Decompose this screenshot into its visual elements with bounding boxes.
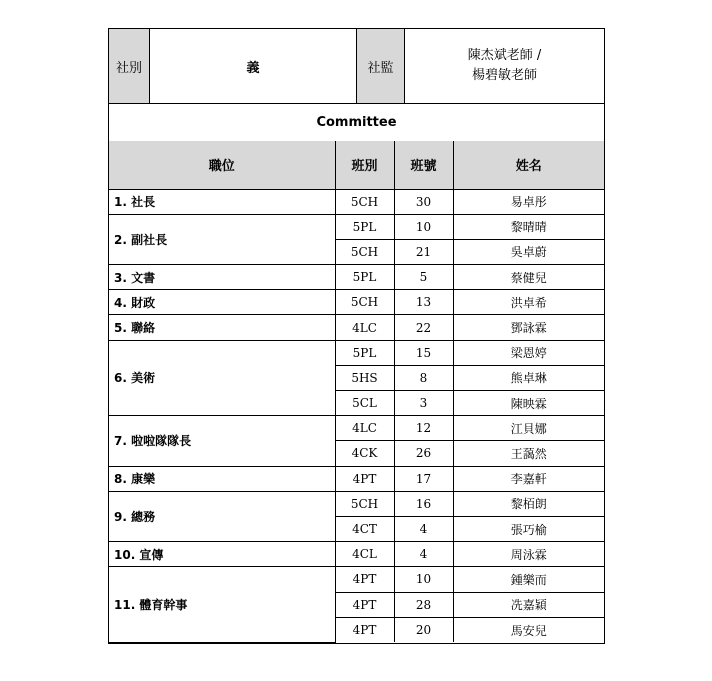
name-cell: 熊卓琳 (453, 365, 604, 390)
name-cell: 吳卓蔚 (453, 239, 604, 264)
committee-title: Committee (108, 103, 605, 142)
col-header-class: 班別 (335, 141, 394, 189)
number-cell: 16 (394, 491, 453, 516)
name-cell: 黎栢朗 (453, 491, 604, 516)
class-cell: 4LC (335, 315, 394, 340)
table-row (109, 214, 604, 239)
role-label: 1. 社長 (109, 189, 335, 214)
name-cell: 馬安兒 (453, 617, 604, 642)
number-cell: 5 (394, 265, 453, 290)
number-cell: 13 (394, 290, 453, 315)
club-type-value: 義 (150, 29, 357, 103)
name-cell: 江貝娜 (453, 416, 604, 441)
role-label: 5. 聯絡 (109, 315, 335, 340)
name-cell: 易卓彤 (453, 189, 604, 214)
class-cell: 5CH (335, 189, 394, 214)
col-header-position: 職位 (109, 141, 335, 189)
name-cell: 王藹然 (453, 441, 604, 466)
advisor-line-1: 陳杰斌老師 / (467, 48, 542, 63)
number-cell: 8 (394, 365, 453, 390)
number-cell: 22 (394, 315, 453, 340)
class-cell: 4PT (335, 617, 394, 642)
name-cell: 陳映霖 (453, 391, 604, 416)
class-cell: 4CT (335, 516, 394, 541)
role-label: 4. 財政 (109, 290, 335, 315)
class-cell: 4PT (335, 466, 394, 491)
number-cell: 15 (394, 340, 453, 365)
class-cell: 4CL (335, 542, 394, 567)
number-cell: 30 (394, 189, 453, 214)
class-cell: 4LC (335, 416, 394, 441)
class-cell: 5PL (335, 340, 394, 365)
role-label: 7. 啦啦隊隊長 (109, 416, 335, 466)
number-cell: 4 (394, 542, 453, 567)
role-label: 8. 康樂 (109, 466, 335, 491)
role-label: 2. 副社長 (109, 214, 335, 264)
club-type-label: 社別 (109, 29, 150, 103)
class-cell: 4CK (335, 441, 394, 466)
class-cell: 5PL (335, 265, 394, 290)
role-label: 3. 文書 (109, 265, 335, 290)
committee-table (108, 141, 605, 644)
table-row (109, 290, 604, 315)
number-cell: 3 (394, 391, 453, 416)
class-cell: 4PT (335, 592, 394, 617)
col-header-name: 姓名 (453, 141, 604, 189)
number-cell: 10 (394, 214, 453, 239)
name-cell: 洪卓希 (453, 290, 604, 315)
class-cell: 5CH (335, 239, 394, 264)
advisor-label: 社監 (357, 29, 405, 103)
number-cell: 20 (394, 617, 453, 642)
role-label: 11. 體育幹事 (109, 567, 335, 643)
col-header-number: 班號 (394, 141, 453, 189)
name-cell: 蔡健兒 (453, 265, 604, 290)
class-cell: 5CH (335, 491, 394, 516)
table-row (109, 466, 604, 491)
number-cell: 26 (394, 441, 453, 466)
number-cell: 21 (394, 239, 453, 264)
class-cell: 5CH (335, 290, 394, 315)
table-row (109, 567, 604, 592)
advisor-line-2: 楊碧敏老師 (471, 68, 537, 83)
name-cell: 李嘉軒 (453, 466, 604, 491)
number-cell: 17 (394, 466, 453, 491)
number-cell: 12 (394, 416, 453, 441)
table-row (109, 340, 604, 365)
class-cell: 4PT (335, 567, 394, 592)
header-table (108, 28, 605, 104)
name-cell: 周泳霖 (453, 542, 604, 567)
table-row (109, 189, 604, 214)
name-cell: 冼嘉穎 (453, 592, 604, 617)
number-cell: 4 (394, 516, 453, 541)
table-row (109, 416, 604, 441)
table-row (109, 265, 604, 290)
class-cell: 5PL (335, 214, 394, 239)
role-label: 10. 宣傳 (109, 542, 335, 567)
name-cell: 鄧詠霖 (453, 315, 604, 340)
class-cell: 5HS (335, 365, 394, 390)
number-cell: 10 (394, 567, 453, 592)
name-cell: 梁恩婷 (453, 340, 604, 365)
table-row (109, 542, 604, 567)
role-label: 6. 美術 (109, 340, 335, 416)
table-header-row (109, 141, 604, 189)
table-row (109, 491, 604, 516)
name-cell: 黎晴晴 (453, 214, 604, 239)
name-cell: 張巧榆 (453, 516, 604, 541)
table-row (109, 315, 604, 340)
role-label: 9. 總務 (109, 491, 335, 541)
class-cell: 5CL (335, 391, 394, 416)
table-body (109, 189, 604, 642)
advisor-value (405, 29, 604, 103)
number-cell: 28 (394, 592, 453, 617)
name-cell: 鍾樂而 (453, 567, 604, 592)
